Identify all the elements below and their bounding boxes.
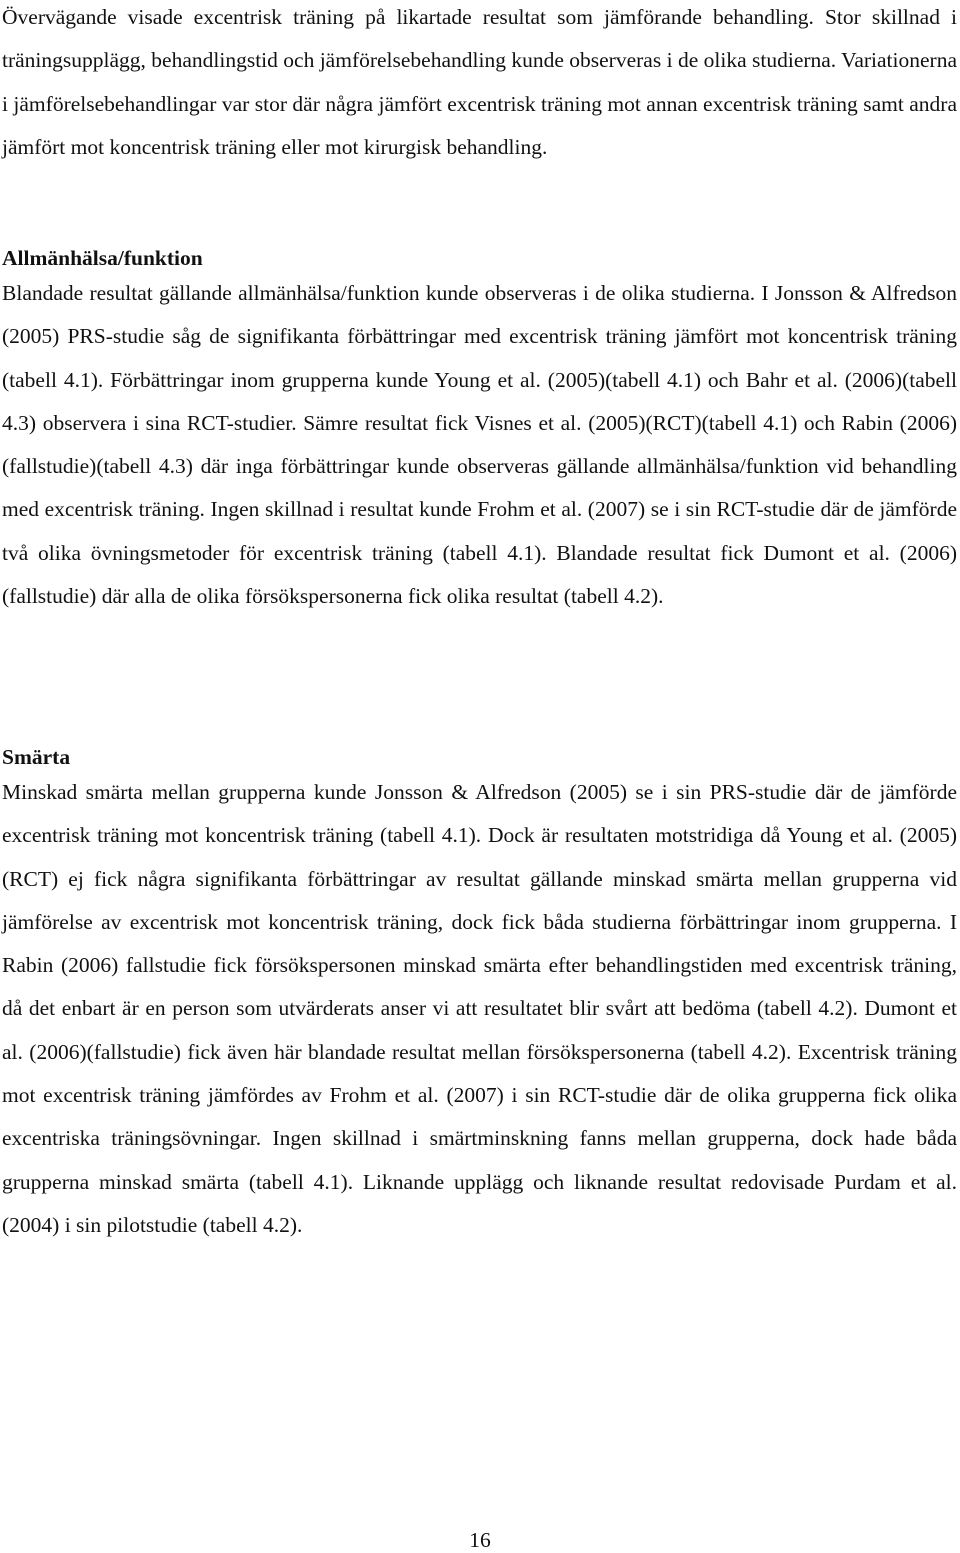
section-heading-allmanhalsa: Allmänhälsa/funktion bbox=[2, 246, 203, 270]
page-number: 16 bbox=[469, 1528, 491, 1552]
intro-paragraph: Övervägande visade excentrisk träning på likartade resultat som jämförande behandling. Stor skillnad i träningsupplägg, behandlingstid och jämförelsebehandling kunde observeras i de olika studierna. Variationerna i jämförelsebehandlingar var stor där några jämfört excentrisk träning mot annan excentrisk träning samt andra jämfört mot koncentrisk träning eller mot kirurgisk behandling. bbox=[2, 5, 957, 159]
allmanhalsa-paragraph: Blandade resultat gällande allmänhälsa/funktion kunde observeras i de olika studierna. I Jonsson & Alfredson (2005) PRS-studie såg de signifikanta förbättringar med excentrisk träning jämfört mot koncentrisk träning (tabell 4.1). Förbättringar inom grupperna kunde Young et al. (2005)(tabell 4.1) och Bahr et al. (2006)(tabell 4.3) observera i sina RCT-studier. Sämre resultat fick Visnes et al. (2005)(RCT)(tabell 4.1) och Rabin (2006)(fallstudie)(tabell 4.3) där inga förbättringar kunde observeras gällande allmänhälsa/funktion vid behandling med excentrisk träning. Ingen skillnad i resultat kunde Frohm et al. (2007) se i sin RCT-studie där de jämförde två olika övningsmetoder för excentrisk träning (tabell 4.1). Blandade resultat fick Dumont et al. (2006)(fallstudie) där alla de olika försökspersonerna fick olika resultat (tabell 4.2). bbox=[2, 281, 957, 609]
section-heading-smarta: Smärta bbox=[2, 745, 71, 769]
smarta-paragraph: Minskad smärta mellan grupperna kunde Jonsson & Alfredson (2005) se i sin PRS-studie där de jämförde excentrisk träning mot koncentrisk träning (tabell 4.1). Dock är resultaten motstridiga då Young et al. (2005)(RCT) ej fick några signifikanta förbättringar av resultat gällande minskad smärta mellan grupperna vid jämförelse av excentrisk mot koncentrisk träning, dock fick båda studierna förbättringar inom grupperna. I Rabin (2006) fallstudie fick försökspersonen minskad smärta efter behandlingstiden med excentrisk träning, då det enbart är en person som utvärderats anser vi att resultatet blir svårt att bedöma (tabell 4.2). Dumont et al. (2006)(fallstudie) fick även här blandade resultat mellan försökspersonerna (tabell 4.2). Excentrisk träning mot excentrisk träning jämfördes av Frohm et al. (2007) i sin RCT-studie där de olika grupperna fick olika excentriska träningsövningar. Ingen skillnad i smärtminskning fanns mellan grupperna, dock hade båda grupperna minskad smärta (tabell 4.1). Liknande upplägg och liknande resultat redovisade Purdam et al. (2004) i sin pilotstudie (tabell 4.2). bbox=[2, 780, 957, 1237]
